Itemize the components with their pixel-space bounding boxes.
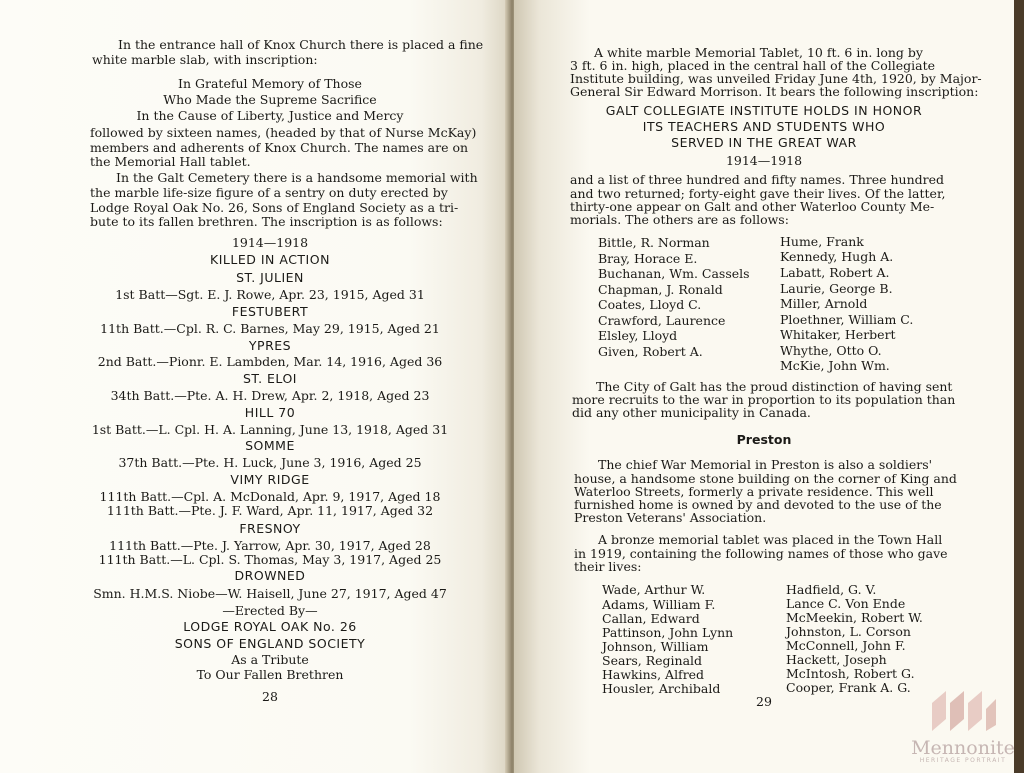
paragraph-line: Institute building, was unveiled Friday June 4th, 1920, by Major-	[570, 71, 982, 86]
watermark-title: Mennonite	[911, 737, 1015, 759]
name-entry: Callan, Edward	[602, 611, 700, 626]
battle-heading: DROWNED	[234, 568, 306, 583]
name-entry: Sears, Reginald	[602, 653, 703, 668]
name-entry: Pattinson, John Lynn	[602, 625, 734, 640]
name-entry: Hawkins, Alfred	[602, 667, 705, 682]
watermark	[908, 687, 1018, 767]
name-entry: McIntosh, Robert G.	[786, 666, 915, 681]
name-entry: Given, Robert A.	[598, 344, 703, 359]
battle-heading: FRESNOY	[239, 521, 301, 536]
battle-heading: FESTUBERT	[231, 304, 309, 319]
paragraph-line: did any other municipality in Canada.	[572, 405, 811, 420]
inscription-line: In Grateful Memory of Those	[178, 76, 362, 91]
battle-heading: ST. ELOI	[243, 371, 297, 386]
casualty-entry: 111th Batt.—Pte. J. Yarrow, Apr. 30, 1917, Aged 28	[109, 538, 431, 553]
tablet-heading: GALT COLLEGIATE INSTITUTE HOLDS IN HONOR	[605, 103, 923, 118]
casualty-entry: 34th Batt.—Pte. A. H. Drew, Apr. 2, 1918, Aged 23	[110, 388, 430, 403]
paragraph-line: furnished home is owned by and devoted to the use of the	[574, 497, 942, 512]
society-name: SONS OF ENGLAND SOCIETY	[174, 636, 366, 651]
lodge-name: LODGE ROYAL OAK No. 26	[183, 619, 357, 634]
name-entry: Cooper, Frank A. G.	[786, 680, 911, 695]
name-entry: Adams, William F.	[602, 597, 716, 612]
battle-heading: SOMME	[245, 438, 295, 453]
name-entry: McConnell, John F.	[786, 638, 906, 653]
paragraph-line: Preston Veterans' Association.	[574, 510, 767, 525]
name-entry: McMeekin, Robert W.	[786, 610, 923, 625]
paragraph-line: the marble life-size figure of a sentry on duty erected by	[90, 185, 448, 200]
inscription-line: In the Cause of Liberty, Justice and Mercy	[136, 108, 404, 123]
name-entry: Housler, Archibald	[602, 681, 721, 696]
paragraph-line: Lodge Royal Oak No. 26, Sons of England Society as a tri-	[90, 200, 459, 215]
name-entry: Lance C. Von Ende	[786, 596, 906, 611]
name-entry: Johnston, L. Corson	[786, 624, 911, 639]
name-entry: Bray, Horace E.	[598, 251, 698, 266]
name-entry: Hume, Frank	[780, 234, 864, 249]
paragraph-line: The City of Galt has the proud distinction of having sent	[596, 379, 953, 394]
paragraph-line: house, a handsome stone building on the corner of King and	[574, 471, 957, 486]
paragraph-line: The chief War Memorial in Preston is also a soldiers'	[598, 457, 933, 472]
name-entry: Coates, Lloyd C.	[598, 297, 702, 312]
casualty-entry: 37th Batt.—Pte. H. Luck, June 3, 1916, Aged 25	[118, 455, 422, 470]
name-entry: Whitaker, Herbert	[780, 327, 896, 342]
tribute-line: As a Tribute	[231, 652, 309, 667]
name-entry: Ploethner, William C.	[780, 312, 914, 327]
tablet-heading: SERVED IN THE GREAT WAR	[671, 135, 857, 150]
section-heading-preston: Preston	[736, 432, 792, 447]
watermark-subtitle: HERITAGE PORTRAIT	[919, 757, 1007, 764]
casualty-entry: Smn. H.M.S. Niobe—W. Haisell, June 27, 1917, Aged 47	[93, 586, 447, 601]
casualty-entry: 111th Batt.—L. Cpl. S. Thomas, May 3, 1917, Aged 25	[98, 552, 442, 567]
paragraph-line: and two returned; forty-eight gave their lives. Of the latter,	[570, 186, 946, 201]
tablet-heading: ITS TEACHERS AND STUDENTS WHO	[642, 119, 886, 134]
paragraph-line: Waterloo Streets, formerly a private residence. This well	[574, 484, 934, 499]
paragraph-line: A white marble Memorial Tablet, 10 ft. 6 in. long by	[594, 45, 923, 60]
battle-heading: ST. JULIEN	[236, 270, 304, 285]
page-number: 29	[756, 694, 772, 709]
name-entry: Hadfield, G. V.	[786, 582, 877, 597]
casualty-entry: 1st Batt.—L. Cpl. H. A. Lanning, June 13, 1918, Aged 31	[91, 422, 449, 437]
battle-heading: YPRES	[248, 338, 292, 353]
name-entry: Kennedy, Hugh A.	[780, 249, 894, 264]
name-entry: Whythe, Otto O.	[780, 343, 882, 358]
paragraph-line: more recruits to the war in proportion to its population than	[572, 392, 956, 407]
erected-by: —Erected By—	[222, 603, 318, 618]
paragraph-line: A bronze memorial tablet was placed in the Town Hall	[598, 532, 943, 547]
paragraph-line: their lives:	[574, 559, 642, 574]
page-number: 28	[262, 689, 278, 704]
battle-heading: HILL 70	[244, 405, 296, 420]
name-entry: Buchanan, Wm. Cassels	[598, 266, 750, 281]
casualty-entry: 11th Batt.—Cpl. R. C. Barnes, May 29, 1915, Aged 21	[100, 321, 440, 336]
paragraph-line: in 1919, containing the following names of those who gave	[574, 546, 948, 561]
casualty-entry: 111th Batt.—Pte. J. F. Ward, Apr. 11, 1917, Aged 32	[106, 503, 434, 518]
paragraph-line: 3 ft. 6 in. high, placed in the central hall of the Collegiate	[570, 58, 936, 73]
section-heading: KILLED IN ACTION	[210, 252, 330, 267]
name-entry: Miller, Arnold	[780, 296, 868, 311]
mennonite-logo-icon	[928, 687, 1000, 735]
casualty-entry: 2nd Batt.—Pionr. E. Lambden, Mar. 14, 1916, Aged 36	[97, 354, 443, 369]
paragraph-line: General Sir Edward Morrison. It bears the following inscription:	[570, 84, 979, 99]
paragraph-line: white marble slab, with inscription:	[92, 52, 318, 67]
paragraph-line: the Memorial Hall tablet.	[90, 154, 251, 169]
paragraph-line: followed by sixteen names, (headed by that of Nurse McKay)	[90, 125, 477, 140]
name-entry: Wade, Arthur W.	[602, 582, 706, 597]
paragraph-line: bute to its fallen brethren. The inscription is as follows:	[90, 214, 443, 229]
name-entry: Crawford, Laurence	[598, 313, 726, 328]
paragraph-line: thirty-one appear on Galt and other Waterloo County Me-	[570, 199, 935, 214]
name-entry: Chapman, J. Ronald	[598, 282, 723, 297]
tribute-line: To Our Fallen Brethren	[196, 667, 344, 682]
paragraph-line: In the Galt Cemetery there is a handsome memorial with	[116, 170, 478, 185]
name-entry: McKie, John Wm.	[780, 358, 890, 373]
paragraph-line: morials. The others are as follows:	[570, 212, 789, 227]
battle-heading: VIMY RIDGE	[230, 472, 310, 487]
name-entry: Hackett, Joseph	[786, 652, 887, 667]
inscription-line: Who Made the Supreme Sacrifice	[163, 92, 377, 107]
name-entry: Johnson, William	[602, 639, 709, 654]
casualty-entry: 1st Batt—Sgt. E. J. Rowe, Apr. 23, 1915, Aged 31	[115, 287, 425, 302]
paragraph-line: and a list of three hundred and fifty names. Three hundred	[570, 172, 945, 187]
casualty-entry: 111th Batt.—Cpl. A. McDonald, Apr. 9, 1917, Aged 18	[99, 489, 441, 504]
name-entry: Labatt, Robert A.	[780, 265, 890, 280]
name-entry: Bittle, R. Norman	[598, 235, 710, 250]
name-entry: Elsley, Lloyd	[598, 328, 678, 343]
page-edge	[1014, 0, 1024, 773]
years-heading: 1914—1918	[231, 235, 309, 250]
right-page	[514, 0, 1024, 773]
paragraph-line: members and adherents of Knox Church. The names are on	[90, 140, 469, 155]
name-entry: Laurie, George B.	[780, 281, 893, 296]
years-heading: 1914—1918	[725, 153, 803, 168]
paragraph-line: In the entrance hall of Knox Church there is placed a fine	[118, 37, 484, 52]
